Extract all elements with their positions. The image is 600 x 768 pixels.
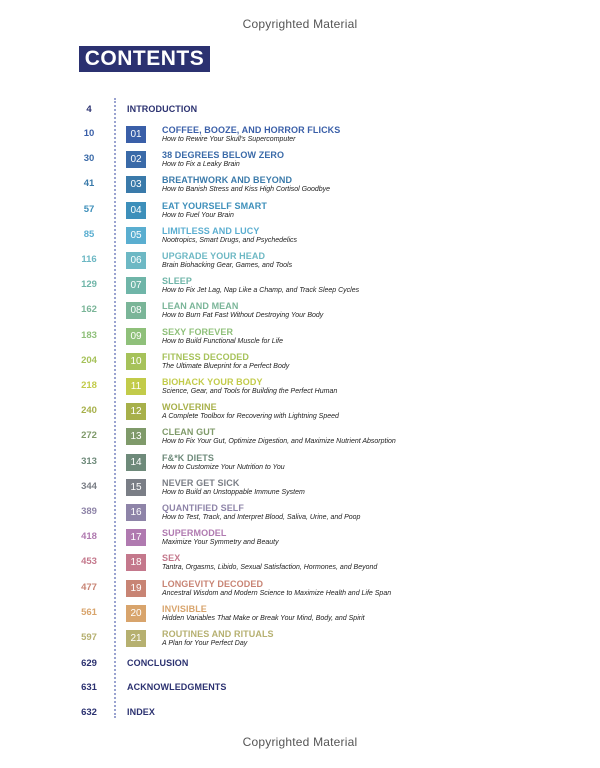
page-number: 453 [81, 556, 97, 568]
chapter-subtitle: A Plan for Your Perfect Day [162, 640, 248, 647]
chapter-number-badge: 03 [126, 176, 146, 193]
chapter-row[interactable] [0, 403, 600, 425]
chapter-subtitle: How to Build an Unstoppable Immune System [162, 488, 305, 496]
chapter-subtitle: The Ultimate Blueprint for a Perfect Body [162, 362, 290, 370]
page-number: 629 [81, 658, 97, 669]
page-number: 344 [81, 480, 97, 492]
chapter-row[interactable] [0, 580, 600, 602]
chapter-row[interactable] [0, 227, 600, 249]
page-number: 30 [83, 153, 95, 165]
page-number: 561 [81, 606, 97, 618]
chapter-number-badge: 16 [126, 504, 146, 521]
chapter-title: SUPERMODEL [162, 528, 227, 539]
copyright-header: Copyrighted Material [242, 17, 358, 31]
chapter-subtitle: Science, Gear, and Tools for Building the Perfect Human [162, 388, 338, 395]
chapter-title: EAT YOURSELF SMART [162, 200, 267, 211]
chapter-title: SEX [162, 553, 181, 564]
chapter-subtitle: Nootropics, Smart Drugs, and Psychedelics [162, 236, 297, 244]
toc-entry-index[interactable] [0, 703, 600, 725]
page-number: 10 [83, 128, 95, 139]
chapter-subtitle: How to Fix a Leaky Brain [162, 161, 240, 169]
contents-title: CONTENTS [79, 46, 210, 72]
copyright-footer: Copyrighted Material [242, 735, 358, 749]
chapter-number-badge: 17 [126, 529, 146, 546]
chapter-subtitle: Brain Biohacking Gear, Games, and Tools [162, 262, 293, 269]
chapter-number-badge: 10 [126, 353, 146, 370]
chapter-row[interactable] [0, 252, 600, 274]
chapter-title: LONGEVITY DECODED [162, 578, 264, 589]
chapter-number-badge: 19 [126, 580, 146, 597]
page-number: 116 [81, 254, 97, 265]
chapter-number-badge: 06 [126, 252, 146, 269]
chapter-title: BIOHACK YOUR BODY [162, 377, 263, 387]
page-number: 313 [81, 455, 97, 467]
chapter-number-badge: 20 [126, 605, 146, 622]
chapter-row[interactable] [0, 126, 600, 148]
page-number: 272 [81, 430, 97, 442]
chapter-number-badge: 08 [126, 302, 146, 319]
chapter-subtitle: How to Burn Fat Fast Without Destroying Your Body [162, 312, 324, 320]
chapter-title: UPGRADE YOUR HEAD [162, 251, 266, 261]
chapter-title: QUANTIFIED SELF [162, 503, 244, 513]
chapter-title: FITNESS DECODED [162, 351, 250, 362]
chapter-subtitle: How to Rewire Your Skull's Supercomputer [162, 136, 296, 143]
chapter-row[interactable] [0, 428, 600, 450]
chapter-row[interactable] [0, 302, 600, 324]
page-number: 597 [81, 632, 97, 643]
chapter-number-badge: 09 [126, 328, 146, 345]
chapter-title: 38 DEGREES BELOW ZERO [162, 150, 285, 161]
chapter-number-badge: 18 [126, 554, 146, 571]
chapter-subtitle: How to Fix Your Gut, Optimize Digestion, and Maximize Nutrient Absorption [162, 438, 396, 446]
chapter-number-badge: 07 [126, 277, 146, 294]
chapter-subtitle: How to Test, Track, and Interpret Blood, Saliva, Urine, and Poop [162, 514, 361, 521]
chapter-title: ROUTINES AND RITUALS [162, 629, 274, 639]
chapter-number-badge: 14 [126, 454, 146, 471]
chapter-subtitle: How to Customize Your Nutrition to You [162, 463, 285, 471]
chapter-number-badge: 04 [126, 202, 146, 219]
chapter-row[interactable] [0, 202, 600, 224]
page-number: 204 [81, 354, 97, 366]
chapter-row[interactable] [0, 630, 600, 652]
chapter-title: COFFEE, BOOZE, AND HORROR FLICKS [162, 125, 341, 135]
entry-title: CONCLUSION [127, 658, 189, 668]
page-number: 240 [81, 405, 97, 417]
chapter-subtitle: How to Build Functional Muscle for Life [162, 337, 283, 345]
chapter-row[interactable] [0, 378, 600, 400]
chapter-number-badge: 02 [126, 151, 146, 168]
chapter-subtitle: Ancestral Wisdom and Modern Science to Maximize Health and Life Span [162, 589, 392, 597]
chapter-subtitle: How to Banish Stress and Kiss High Cortisol Goodbye [162, 186, 331, 194]
chapter-title: LIMITLESS AND LUCY [162, 225, 260, 236]
page-number: 418 [81, 531, 97, 543]
chapter-subtitle: Maximize Your Symmetry and Beauty [162, 539, 279, 547]
chapter-row[interactable] [0, 454, 600, 476]
chapter-title: SLEEP [162, 276, 193, 287]
chapter-number-badge: 13 [126, 428, 146, 445]
chapter-row[interactable] [0, 605, 600, 627]
entry-title: INTRODUCTION [127, 104, 198, 114]
chapter-number-badge: 15 [126, 479, 146, 496]
chapter-title: SEXY FOREVER [162, 326, 234, 337]
page-number: 162 [81, 304, 97, 316]
chapter-title: F&*K DIETS [162, 452, 215, 463]
entry-title: INDEX [127, 707, 156, 717]
page-number: 477 [81, 581, 97, 593]
chapter-number-badge: 05 [126, 227, 146, 244]
chapter-row[interactable] [0, 529, 600, 551]
chapter-row[interactable] [0, 554, 600, 576]
chapter-subtitle: Hidden Variables That Make or Break Your Mind, Body, and Spirit [162, 614, 365, 622]
chapter-subtitle: How to Fuel Your Brain [162, 211, 234, 219]
chapter-row[interactable] [0, 353, 600, 375]
chapter-subtitle: A Complete Toolbox for Recovering with Lightning Speed [162, 413, 339, 421]
toc-entry-acknowledgments[interactable] [0, 678, 600, 700]
chapter-row[interactable] [0, 328, 600, 350]
page-number: 632 [81, 707, 97, 718]
page-number: 85 [83, 228, 95, 240]
toc-entry-introduction[interactable] [0, 100, 600, 122]
page-number: 57 [83, 203, 95, 215]
chapter-row[interactable] [0, 277, 600, 299]
chapter-row[interactable] [0, 151, 600, 173]
chapter-number-badge: 12 [126, 403, 146, 420]
chapter-title: WOLVERINE [162, 402, 217, 413]
page-number: 183 [81, 329, 97, 341]
chapter-title: NEVER GET SICK [162, 477, 240, 488]
chapter-number-badge: 21 [126, 630, 146, 647]
chapter-row[interactable] [0, 176, 600, 198]
chapter-subtitle: Tantra, Orgasms, Libido, Sexual Satisfaction, Hormones, and Beyond [162, 564, 378, 572]
page-number: 41 [83, 178, 95, 190]
chapter-row[interactable] [0, 504, 600, 526]
chapter-title: CLEAN GUT [162, 427, 216, 438]
chapter-number-badge: 11 [126, 378, 146, 395]
chapter-subtitle: How to Fix Jet Lag, Nap Like a Champ, and Track Sleep Cycles [162, 287, 360, 295]
page-number: 389 [81, 506, 97, 517]
page-number: 129 [81, 279, 97, 291]
page-number: 631 [81, 682, 97, 693]
chapter-number-badge: 01 [126, 126, 146, 143]
page-number: 4 [86, 104, 92, 115]
chapter-title: INVISIBLE [162, 603, 207, 614]
chapter-title: LEAN AND MEAN [162, 301, 239, 312]
chapter-row[interactable] [0, 479, 600, 501]
entry-title: ACKNOWLEDGMENTS [127, 682, 227, 692]
chapter-title: BREATHWORK AND BEYOND [162, 175, 293, 186]
toc-entry-conclusion[interactable] [0, 654, 600, 676]
page-number: 218 [81, 380, 97, 391]
